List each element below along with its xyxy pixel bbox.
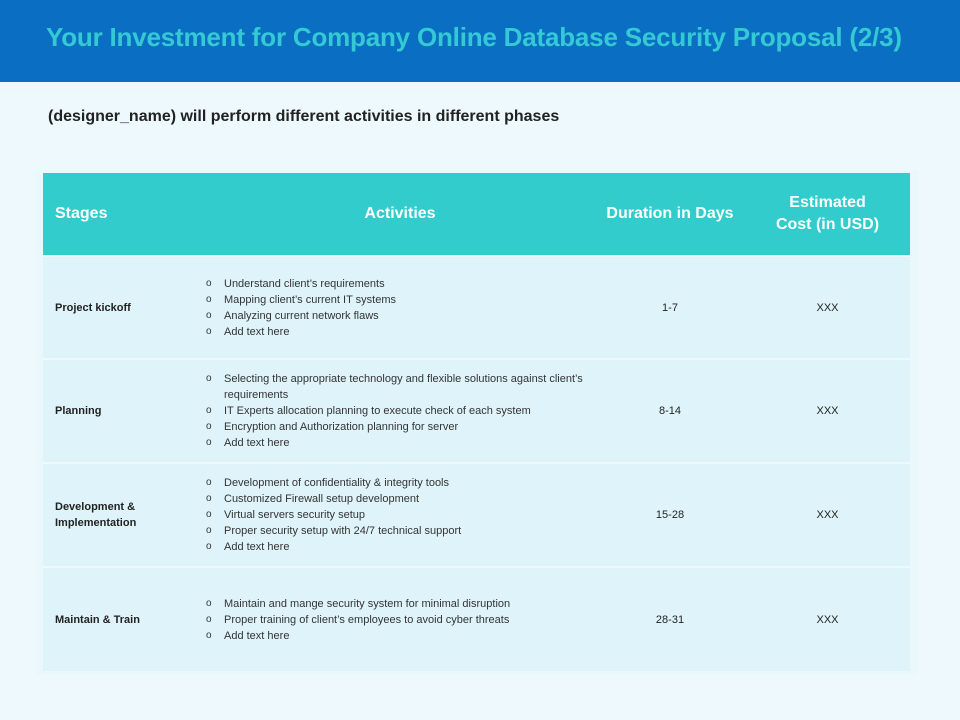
list-item: o Add text here: [205, 539, 595, 555]
duration-cell: 28-31: [595, 567, 745, 671]
cost-cell: XXX: [745, 463, 910, 567]
cost-cell: XXX: [745, 256, 910, 359]
cost-cell: XXX: [745, 359, 910, 463]
activities-cell: [205, 567, 595, 671]
list-item: o Proper security setup with 24/7 technical support: [205, 523, 595, 539]
list-item: o Analyzing current network flaws: [205, 308, 595, 324]
proposal-table: [43, 173, 910, 671]
list-item: o Mapping client’s current IT systems: [205, 292, 595, 308]
activities-list: [31, 371, 595, 451]
column-header-activities: Activities: [205, 173, 595, 256]
activities-cell: [205, 256, 595, 359]
list-item: o Maintain and mange security system for minimal disruption: [205, 596, 595, 612]
stage-cell: Project kickoff: [43, 256, 205, 359]
stage-cell: Maintain & Train: [43, 567, 205, 671]
list-item: o Development of confidentiality & integrity tools: [205, 475, 595, 491]
page-title: Your Investment for Company Online Database Security Proposal (2/3): [46, 22, 902, 52]
list-item: o Virtual servers security setup: [205, 507, 595, 523]
activities-cell: [205, 359, 595, 463]
table-row: [43, 359, 910, 463]
duration-cell: 8-14: [595, 359, 745, 463]
list-item: o Selecting the appropriate technology and flexible solutions against client’s requirements: [205, 371, 595, 403]
table-header-row: [43, 173, 910, 256]
list-item: o Encryption and Authorization planning for server: [205, 419, 595, 435]
list-item: o Understand client’s requirements: [205, 276, 595, 292]
list-item: o IT Experts allocation planning to execute check of each system: [205, 403, 595, 419]
column-header-duration: Duration in Days: [595, 173, 745, 256]
stage-cell: Planning: [43, 359, 205, 463]
duration-cell: 1-7: [595, 256, 745, 359]
duration-cell: 15-28: [595, 463, 745, 567]
list-item: o Add text here: [205, 628, 595, 644]
list-item: o Add text here: [205, 435, 595, 451]
column-header-cost: Estimated Cost (in USD): [745, 173, 910, 256]
table-row: [43, 567, 910, 671]
title-banner: [0, 0, 960, 82]
cost-cell: XXX: [745, 567, 910, 671]
column-header-stages: Stages: [43, 173, 205, 256]
stage-cell: Development & Implementation: [43, 463, 205, 567]
activities-cell: [205, 463, 595, 567]
table-row: [43, 463, 910, 567]
list-item: o Proper training of client’s employees to avoid cyber threats: [205, 612, 595, 628]
proposal-table-container: [36, 170, 918, 675]
table-row: [43, 256, 910, 359]
list-item: o Customized Firewall setup development: [205, 491, 595, 507]
page-subtitle: (designer_name) will perform different activities in different phases: [48, 108, 560, 125]
list-item: o Add text here: [205, 324, 595, 340]
